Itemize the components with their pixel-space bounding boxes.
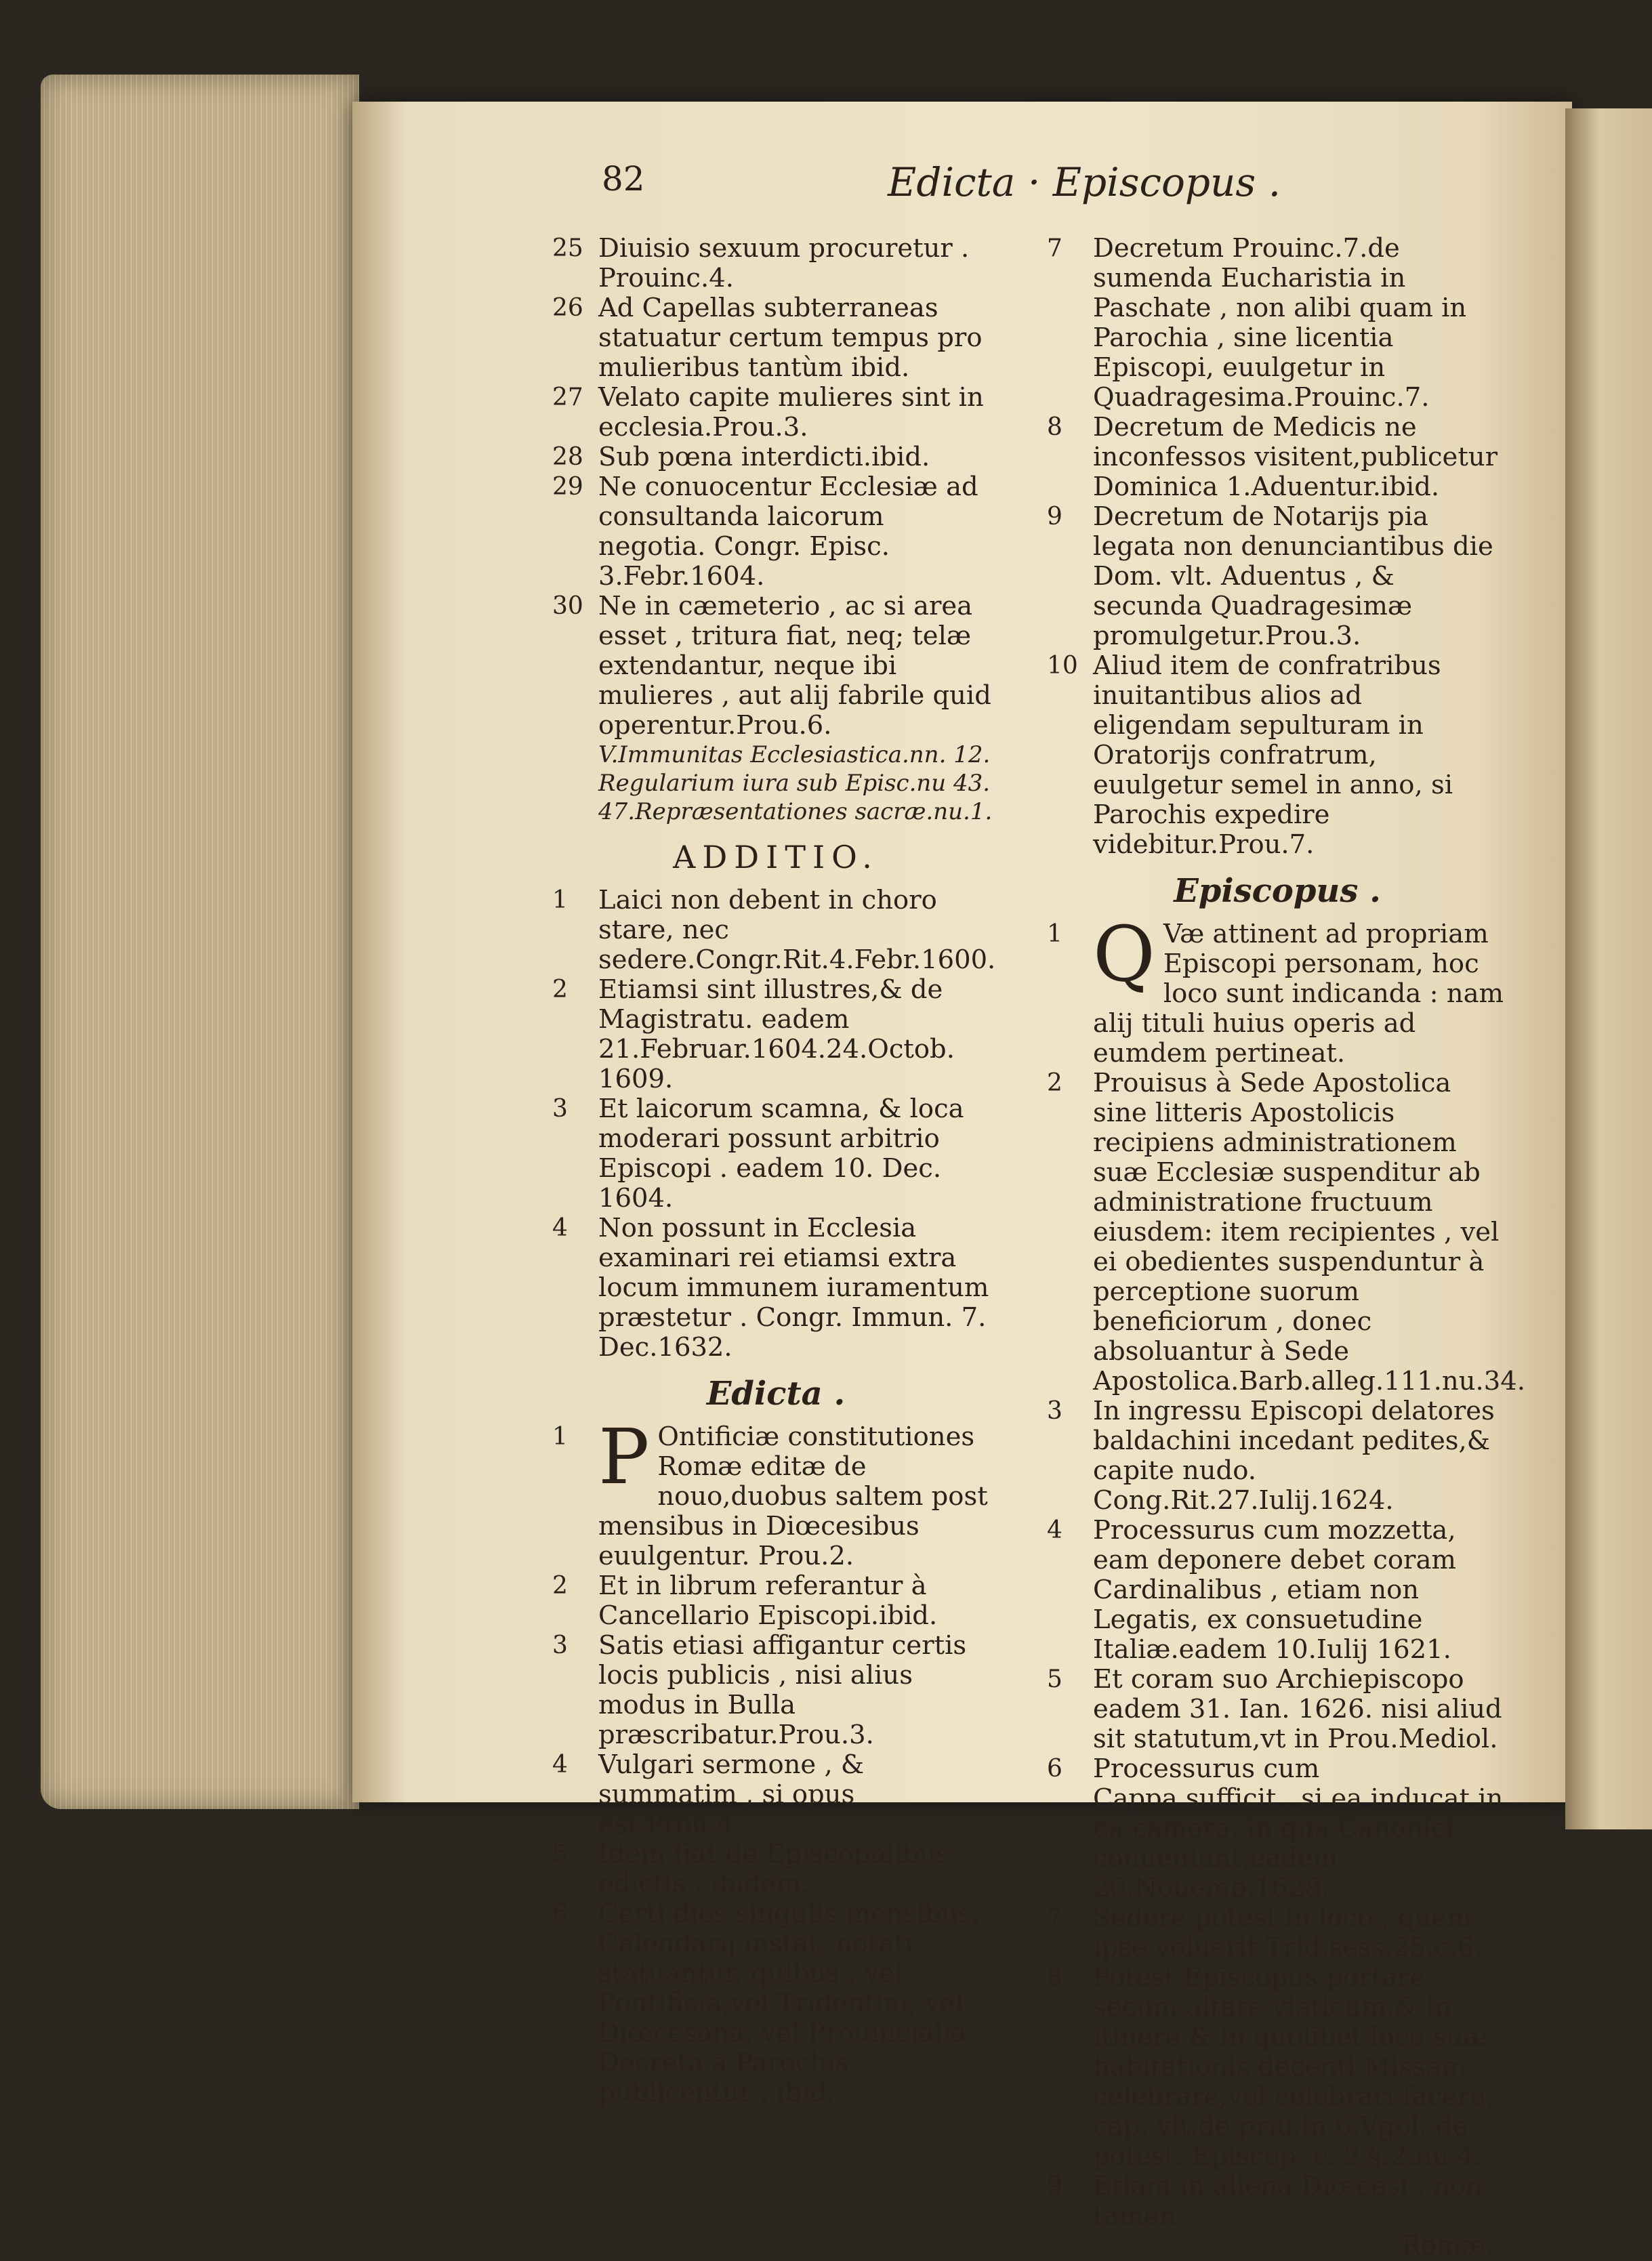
entry bbox=[1047, 2172, 1508, 2231]
entry-text: Ne conuocentur Ecclesiæ ad consultanda laicorum negotia. Congr. Episc. 3.Febr.1604. bbox=[598, 472, 978, 592]
entry-number: 6 bbox=[1047, 1755, 1062, 1783]
entry-number: 4 bbox=[1047, 1516, 1062, 1544]
entry-number: 10 bbox=[1047, 652, 1078, 680]
section-heading-episcopus: Episcopus . bbox=[1174, 872, 1381, 910]
entry bbox=[1047, 1754, 1508, 1903]
entry-text: Etiamsi sint illustres,& de Magistratu. eadem 21.Februar.1604.24.Octob. 1609. bbox=[598, 974, 955, 1094]
entry bbox=[552, 442, 999, 472]
entry-text: Processurus cum mozzetta, eam deponere debet coram Cardinalibus , etiam non Legatis, ex consuetudine Italiæ.eadem 10.Iulij 1621. bbox=[1093, 1515, 1456, 1665]
entry-text: Decretum Prouinc.7.de sumenda Eucharistia in Paschate , non alibi quam in Parochia , sine licentia Episcopi, euulgetur in Quadragesima.Prouinc.7. bbox=[1093, 233, 1467, 413]
entry-text: Et coram suo Archiepiscopo eadem 31. Ian. 1626. nisi aliud sit statutum,vt in Prou.Mediol. bbox=[1093, 1664, 1502, 1754]
entry-text: Velato capite mulieres sint in ecclesia.Prou.3. bbox=[598, 382, 984, 442]
entry-text: Væ attinent ad propriam Episcopi personam, hoc loco sunt indicanda : nam alij tituli huius operis ad eumdem pertineat. bbox=[1093, 919, 1504, 1069]
entry-number: 29 bbox=[552, 473, 583, 501]
entry-number: 26 bbox=[552, 294, 583, 322]
entry-text: Ne in cæmeterio , ac si area esset , tritura fiat, neq; telæ extendantur, neque ibi mulieres , aut alij fabrile quid operentur.Prou.6. bbox=[598, 591, 991, 741]
entry-text: Decretum de Notarijs pia legata non denunciantibus die Dom. vlt. Aduentus , & secunda Quadragesimæ promulgetur.Prou.3. bbox=[1093, 501, 1493, 651]
entry bbox=[1047, 911, 1508, 1069]
entry-text: Ontificiæ constitutiones Romæ editæ de nouo,duobus saltem post mensibus in Diœcesibus euulgentur. Prou.2. bbox=[598, 1422, 988, 1571]
entry-text: Decretum de Medicis ne inconfessos visitent,publicetur Dominica 1.Aduentur.ibid. bbox=[1093, 412, 1498, 502]
entry bbox=[552, 383, 999, 442]
entry bbox=[552, 592, 999, 741]
entry-number: 30 bbox=[552, 592, 583, 620]
entry bbox=[1047, 1963, 1508, 2172]
drop-cap: P bbox=[598, 1413, 650, 1501]
entry-text: Et laicorum scamna, & loca moderari possunt arbitrio Episcopi . eadem 10. Dec. 1604. bbox=[598, 1094, 964, 1214]
entry bbox=[1047, 502, 1508, 651]
entry-number: 5 bbox=[552, 1840, 568, 1868]
entry bbox=[1047, 1396, 1508, 1516]
entry-number: 8 bbox=[1047, 413, 1062, 441]
entry-number: 25 bbox=[552, 234, 583, 262]
entry-number: 28 bbox=[552, 443, 583, 471]
entry-text: Sedere potest in loco , quem ipse voluerit Trid.sess.25.c.6. bbox=[1093, 1903, 1483, 1963]
entry-number: 8 bbox=[1047, 1964, 1062, 1991]
entry-text: Non possunt in Ecclesia examinari rei etiamsi extra locum immunem iuramentum præstetur . Congr. Immun. 7. Dec.1632. bbox=[598, 1213, 989, 1363]
entry bbox=[1047, 651, 1508, 860]
left-column bbox=[552, 234, 999, 2108]
entry-number: 3 bbox=[1047, 1397, 1062, 1425]
entry bbox=[552, 1094, 999, 1214]
entry bbox=[552, 1571, 999, 1631]
entry-text: Diuisio sexuum procuretur . Prouinc.4. bbox=[598, 233, 970, 293]
entry bbox=[552, 234, 999, 293]
entry-text: Satis etiasi affigantur certis locis publicis , nisi alius modus in Bulla præscribatur.Prou.3. bbox=[598, 1630, 967, 1750]
entry bbox=[552, 1214, 999, 1363]
entry-number: 2 bbox=[1047, 1069, 1062, 1097]
entry-number: 27 bbox=[552, 383, 583, 411]
book-fore-edge bbox=[41, 75, 359, 1809]
entry bbox=[552, 1750, 999, 1840]
entry-text: Aliud item de confratribus inuitantibus alios ad eligendam sepulturam in Oratorijs confratrum, euulgetur semel in anno, si Parochis expedire videbitur.Prou.7. bbox=[1093, 650, 1453, 860]
entry-text: Sub pœna interdicti.ibid. bbox=[598, 442, 930, 472]
facing-page-edge bbox=[1565, 108, 1652, 1829]
catchword: Romæ. bbox=[1401, 2231, 1494, 2261]
entry bbox=[552, 1840, 999, 1899]
entry-number: 4 bbox=[552, 1214, 568, 1242]
entry-text: Prouisus à Sede Apostolica sine litteris Apostolicis recipiens administrationem suæ Ecclesiæ suspenditur ab administratione fructuum eiusdem: item recipientes , vel ei obedientes suspenduntur à perceptione suorum beneficiorum , donec absoluantur à Sede Apostolica.Barb.alleg.111.nu.34. bbox=[1093, 1068, 1525, 1396]
entry-number: 4 bbox=[552, 1751, 568, 1779]
entry-number: 3 bbox=[552, 1632, 568, 1659]
entry bbox=[1047, 234, 1508, 413]
entry-number: 2 bbox=[552, 976, 568, 1003]
entry-number: 6 bbox=[552, 1900, 568, 1928]
entry-number: 9 bbox=[1047, 503, 1062, 531]
entry-number: 9 bbox=[1047, 2172, 1062, 2200]
entry bbox=[552, 975, 999, 1094]
entry bbox=[552, 1631, 999, 1750]
section-heading-edicta: Edicta . bbox=[706, 1375, 846, 1413]
running-head: Edicta · Episcopus . bbox=[888, 159, 1281, 205]
entry bbox=[552, 1413, 999, 1571]
entry-text: Etiam in aliena Diœcesi , non tamen bbox=[1093, 2171, 1483, 2231]
entry bbox=[1047, 1516, 1508, 1665]
entry bbox=[552, 1899, 999, 2108]
page-number: 82 bbox=[602, 159, 645, 199]
entry-text: In ingressu Episcopi delatores baldachini incedant pedites,& capite nudo. Cong.Rit.27.Iulij.1624. bbox=[1093, 1396, 1495, 1516]
entry bbox=[1047, 413, 1508, 502]
entry-number: 5 bbox=[1047, 1665, 1062, 1693]
entry-text: Vulgari sermone , & summatim , si opus est.Prou.4. bbox=[598, 1749, 865, 1840]
entry bbox=[1047, 1068, 1525, 1396]
entry bbox=[552, 886, 999, 975]
entry-number: 2 bbox=[552, 1572, 568, 1600]
entry-text: Idem fiat de Episcopalibus edictis . ibidem. bbox=[598, 1839, 950, 1899]
entry bbox=[552, 472, 999, 592]
entry-text: Processurus cum Cappa,sufficit , si ea inducat in ea camera, in qua Canonici conueniunt.eadem 20.Nouemb.1628. bbox=[1093, 1754, 1504, 1903]
entry-number: 1 bbox=[552, 1423, 568, 1451]
entry-number: 7 bbox=[1047, 1904, 1062, 1932]
entry-text: Potest Episcopus portare secum altare viaticum,& in itinere & in quolibet loco suæ habitationis decenti Missam celebrare,vel celebrari facere. cap. vlt.de priu.in 6.Vgol. de potest. Episcop. c. 2.§.2.nu.4. bbox=[1093, 1962, 1494, 2172]
cross-reference: V.Immunitas Ecclesiastica.nn. 12. Regularium iura sub Episc.nu 43. 47.Repræsentationes sacræ.nu.1. bbox=[598, 741, 993, 825]
entry-text: Ad Capellas subterraneas statuatur certum tempus pro mulieribus tantùm ibid. bbox=[598, 293, 983, 383]
page-header bbox=[596, 159, 1518, 213]
entry-text: Certi dies singulis mensibus, Calendarij instat, notati statuantur, quibus , vel Pontificia,vel Tridentini, vel Diœcesana, vel Prouincialia Decreta à Parochis publicentur . ibid. bbox=[598, 1899, 980, 2108]
drop-cap: Q bbox=[1093, 911, 1155, 999]
right-column bbox=[1047, 233, 1525, 2261]
section-heading-additio: ADDITIO. bbox=[673, 839, 879, 875]
entry bbox=[552, 293, 999, 383]
entry-number: 3 bbox=[552, 1095, 568, 1123]
entry-number: 1 bbox=[1047, 920, 1062, 948]
entry bbox=[1047, 1665, 1508, 1754]
entry-number: 1 bbox=[552, 886, 568, 914]
entry bbox=[1047, 1903, 1508, 1963]
entry-text: Et in librum referantur à Cancellario Episcopi.ibid. bbox=[598, 1571, 938, 1631]
entry-text: Laici non debent in choro stare, nec sedere.Congr.Rit.4.Febr.1600. bbox=[598, 885, 996, 975]
entry-number: 7 bbox=[1047, 234, 1062, 262]
